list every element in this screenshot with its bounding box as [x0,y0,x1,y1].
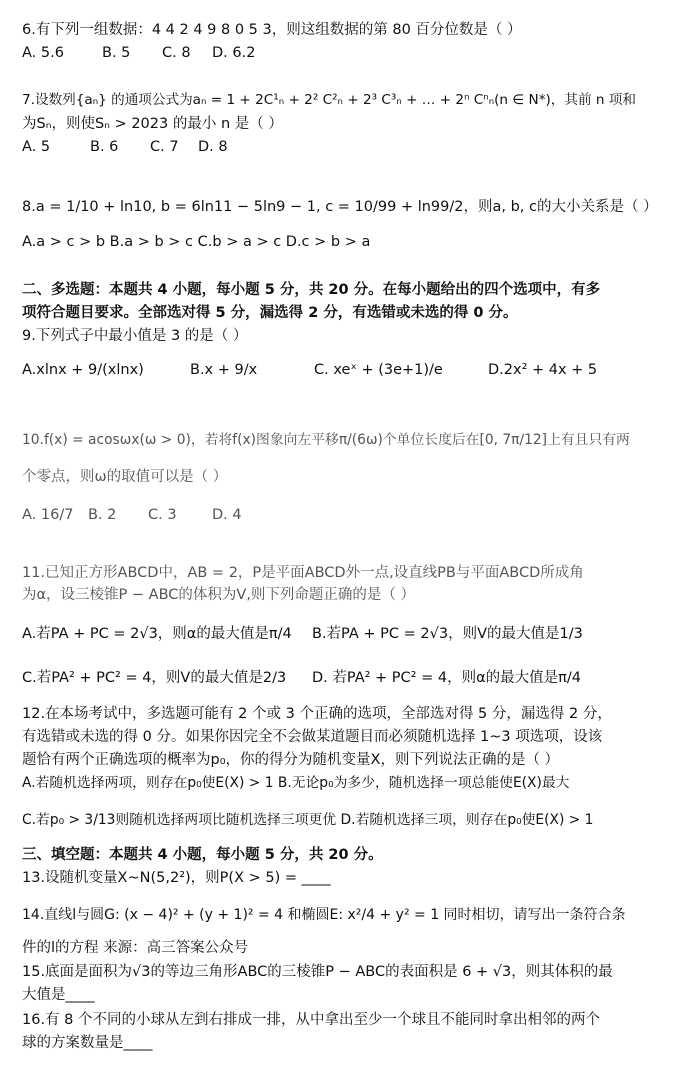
q12-options-ab: A.若随机选择两项，则存在p₀使E(X) > 1 B.无论p₀为多少，随机选择一项总能使E(X)最大 [22,775,570,791]
q10-option-d: D. 4 [212,507,242,523]
q12-options-cd: C.若p₀ > 3/13则随机选择两项比随机选择三项更优 D.若随机选择三项，则存在p₀使E(X) > 1 [22,812,594,828]
section2-heading-line2: 项符合题目要求。全部选对得 5 分，漏选得 2 分，有选错或未选的得 0 分。 [22,305,518,321]
q13-stem: 13.设随机变量X~N(5,2²)，则P(X > 5) = ____ [22,870,331,886]
q16-line2: 球的方案数量是____ [22,1035,153,1051]
q7-option-b: B. 6 [90,139,119,155]
q16-line1: 16.有 8 个不同的小球从左到右排成一排，从中拿出至少一个球且不能同时拿出相邻的两个 [22,1012,600,1028]
section3-heading: 三、填空题：本题共 4 小题，每小题 5 分，共 20 分。 [22,847,383,863]
q6-option-b: B. 5 [102,45,131,61]
q9-option-d: D.2x² + 4x + 5 [488,362,598,378]
q7-option-d: D. 8 [198,139,228,155]
q15-line2: 大值是____ [22,987,95,1003]
q7-option-a: A. 5 [22,139,51,155]
q12-stem-line1: 12.在本场考试中，多选题可能有 2 个或 3 个正确的选项，全部选对得 5 分，漏选得 2 分， [22,706,612,722]
q8-options: A.a > c > b B.a > b > c C.b > a > c D.c > b > a [22,234,371,250]
q11-option-c: C.若PA² + PC² = 4，则V的最大值是2/3 [22,670,287,686]
q6-option-d: D. 6.2 [212,45,256,61]
section2-heading-line1: 二、多选题：本题共 4 小题，每小题 5 分，共 20 分。在每小题给出的四个选项中，有多 [22,282,601,298]
q10-stem-line1: 10.f(x) = acosωx(ω > 0)，若将f(x)图象向左平移π/(6ω)个单位长度后在[0, 7π/12]上有且只有两 [22,432,630,448]
q7-stem-line1: 7.设数列{aₙ} 的通项公式为aₙ = 1 + 2C¹ₙ + 2² C²ₙ + 2³ C³ₙ + … + 2ⁿ Cⁿₙ(n ∈ N*)，其前 n 项和 [22,92,637,108]
q7-stem-line2: 为Sₙ，则使Sₙ > 2023 的最小 n 是（ ） [22,116,283,132]
q9-stem: 9.下列式子中最小值是 3 的是（ ） [22,328,248,344]
q10-option-c: C. 3 [148,507,177,523]
q11-stem-line1: 11.已知正方形ABCD中，AB = 2，P是平面ABCD外一点,设直线PB与平面ABCD所成角 [22,565,584,581]
q9-option-c: C. xeˣ + (3e+1)/e [314,362,443,378]
q15-line1: 15.底面是面积为√3的等边三角形ABC的三棱锥P − ABC的表面积是 6 + √3，则其体积的最 [22,964,613,980]
q10-option-a: A. 16/7 [22,507,74,523]
q10-option-b: B. 2 [88,507,117,523]
q8-stem: 8.a = 1/10 + ln10, b = 6ln11 − 5ln9 − 1, c = 10/99 + ln99/2，则a, b, c的大小关系是（ ） [22,199,658,215]
q11-option-b: B.若PA + PC = 2√3，则V的最大值是1/3 [312,626,583,642]
q9-option-b: B.x + 9/x [190,362,258,378]
q12-stem-line3: 题恰有两个正确选项的概率为p₀，你的得分为随机变量X，则下列说法正确的是（ ） [22,752,560,768]
q11-option-a: A.若PA + PC = 2√3，则α的最大值是π/4 [22,626,292,642]
q9-option-a: A.xlnx + 9/(xlnx) [22,362,144,378]
q14-line2: 件的l的方程 来源：高三答案公众号 [22,940,249,956]
q11-option-d: D. 若PA² + PC² = 4，则α的最大值是π/4 [312,670,581,686]
q6-option-a: A. 5.6 [22,45,64,61]
q10-stem-line2: 个零点，则ω的取值可以是（ ） [22,469,228,485]
q14-line1: 14.直线l与圆G: (x − 4)² + (y + 1)² = 4 和椭圆E: x²/4 + y² = 1 同时相切，请写出一条符合条 [22,907,626,923]
q12-stem-line2: 有选错或未选的得 0 分。如果你因完全不会做某道题目而必须随机选择 1~3 项选项，设该 [22,729,603,745]
q6-option-c: C. 8 [162,45,191,61]
q11-stem-line2: 为α，设三棱锥P − ABC的体积为V,则下列命题正确的是（ ） [22,587,416,603]
q6-stem: 6.有下列一组数据：4 4 2 4 9 8 0 5 3，则这组数据的第 80 百分位数是（ ） [22,22,522,38]
q7-option-c: C. 7 [150,139,179,155]
